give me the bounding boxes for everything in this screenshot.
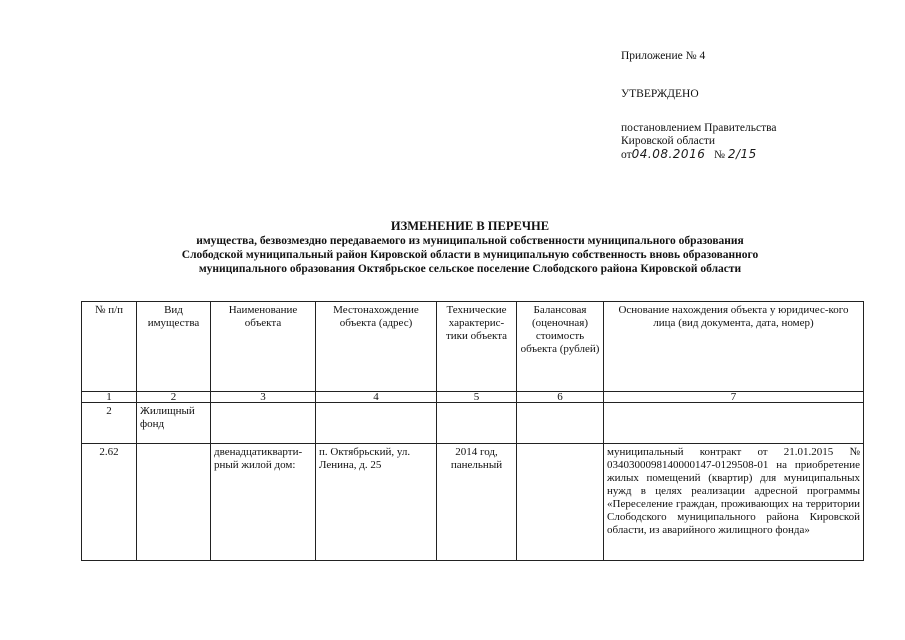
col-number: 2: [137, 392, 211, 403]
col-number: 4: [316, 392, 437, 403]
cell-num: 2.62: [82, 444, 137, 561]
header-address: Местонахождение объекта (адрес): [316, 302, 437, 392]
col-number: 1: [82, 392, 137, 403]
table-header-row: [82, 302, 864, 392]
property-table: [81, 301, 864, 561]
header-value: Балансовая (оценочная) стоимость объекта (рублей): [517, 302, 604, 392]
handwritten-number: 2/15: [727, 147, 757, 161]
appendix-label: Приложение № 4: [621, 50, 706, 62]
approved-label: УТВЕРЖДЕНО: [621, 88, 699, 100]
header-basis: Основание нахождения объекта у юридичес-кого лица (вид документа, дата, номер): [604, 302, 864, 392]
title-line-1: имущества, безвозмездно передаваемого из муниципальной собственности муниципального образования: [196, 235, 744, 247]
title-main: ИЗМЕНЕНИЕ В ПЕРЕЧНЕ: [390, 219, 550, 233]
cell-type: [137, 444, 211, 561]
header-num: № п/п: [82, 302, 137, 392]
col-number: 5: [437, 392, 517, 403]
number-prefix: №: [713, 149, 725, 161]
cell-type: Жилищный фонд: [137, 403, 211, 444]
cell-num: 2: [82, 403, 137, 444]
cell-address: [316, 403, 437, 444]
document-title: [100, 219, 840, 276]
approval-block: [621, 50, 881, 162]
table-row-group: [82, 403, 864, 444]
cell-tech: [437, 403, 517, 444]
header-tech: Технические характерис-тики объекта: [437, 302, 517, 392]
column-number-row: [82, 392, 864, 403]
cell-address: п. Октябрьский, ул. Ленина, д. 25: [316, 444, 437, 561]
header-name: Наименование объекта: [211, 302, 316, 392]
cell-tech: 2014 год, панельный: [437, 444, 517, 561]
header-type: Вид имущества: [137, 302, 211, 392]
handwritten-date: 04.08.2016: [631, 147, 706, 161]
title-line-3: муниципального образования Октябрьское сельское поселение Слободского района Кировской области: [198, 263, 742, 275]
decree-date-line: [621, 148, 881, 162]
cell-value: [517, 444, 604, 561]
col-number: 6: [517, 392, 604, 403]
col-number: 3: [211, 392, 316, 403]
cell-name: двенадцатикварти-рный жилой дом:: [211, 444, 316, 561]
date-prefix: от: [621, 149, 632, 161]
col-number: 7: [604, 392, 864, 403]
cell-basis: муниципальный контракт от 21.01.2015 № 0340300098140000147-0129508-01 на приобретение жилых помещений (квартир) для муниципальных нужд в целях реализации адресной программы «Переселение граждан, проживающих на территории Слободского муниципального района Кировской области, из аварийного жилищного фонда»: [604, 444, 864, 561]
decree-line-1: постановлением Правительства: [621, 122, 777, 134]
decree-line-2: Кировской области: [621, 135, 716, 147]
table-row-item: [82, 444, 864, 561]
title-line-2: Слободской муниципальный район Кировской области в муниципальную собственность вновь образованного: [181, 249, 759, 261]
cell-basis: [604, 403, 864, 444]
cell-value: [517, 403, 604, 444]
cell-name: [211, 403, 316, 444]
